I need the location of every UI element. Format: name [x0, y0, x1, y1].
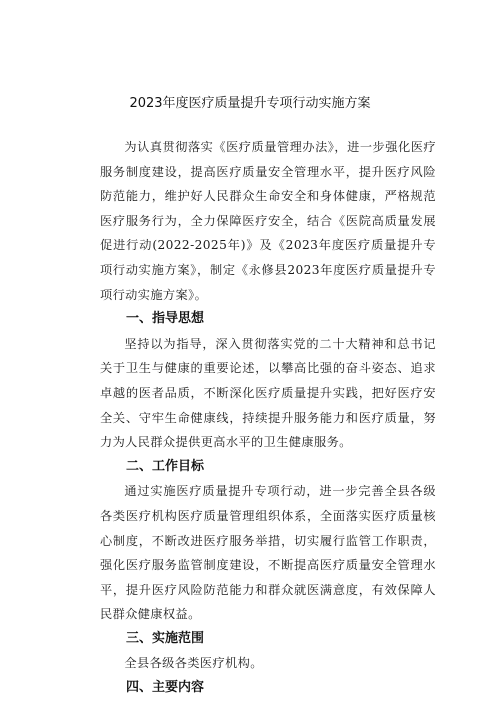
intro-paragraph: 为认真贯彻落实《医疗质量管理办法》，进一步强化医疗服务制度建设，提高医疗质量安全管理水平，提升医疗风险防范能力，维护好人民群众生命安全和身体健康，严格规范医疗服务行为，全力保障医疗安全，结合《医院高质量发展促进行动(2022-2025年)》及《2023年度医疗质量提升专项行动实施方案》，制定《永修县2023年度医疗质量提升专项行动实施方案》。: [100, 140, 436, 302]
section-text-guiding-ideology: 坚持以为指导，深入贯彻落实党的二十大精神和总书记关于卫生与健康的重要论述，以攀高比强的奋斗姿态、追求卓越的医者品质，不断深化医疗质量提升实践，把好医疗安全关、守牢生命健康线，持续提升服务能力和医疗质量，努力为人民群众提供更高水平的卫生健康服务。: [100, 336, 436, 450]
section-heading-guiding-ideology: 一、指导思想: [126, 311, 205, 327]
section-heading-main-content: 四、主要内容: [126, 680, 205, 696]
section-heading-scope: 三、实施范围: [126, 630, 205, 646]
section-heading-work-goals: 二、工作目标: [126, 458, 205, 474]
section-text-work-goals: 通过实施医疗质量提升专项行动，进一步完善全县各级各类医疗机构医疗质量管理组织体系，全面落实医疗质量核心制度，不断改进医疗服务举措，切实履行监管工作职责，强化医疗服务监管制度建设，不断提高医疗质量安全管理水平，提升医疗风险防范能力和群众就医满意度，有效保障人民群众健康权益。: [100, 484, 436, 622]
document-body: [100, 135, 436, 701]
document-title: 2023年度医疗质量提升专项行动实施方案: [129, 96, 371, 111]
section-text-scope: 全县各级各类医疗机构。: [124, 656, 263, 671]
